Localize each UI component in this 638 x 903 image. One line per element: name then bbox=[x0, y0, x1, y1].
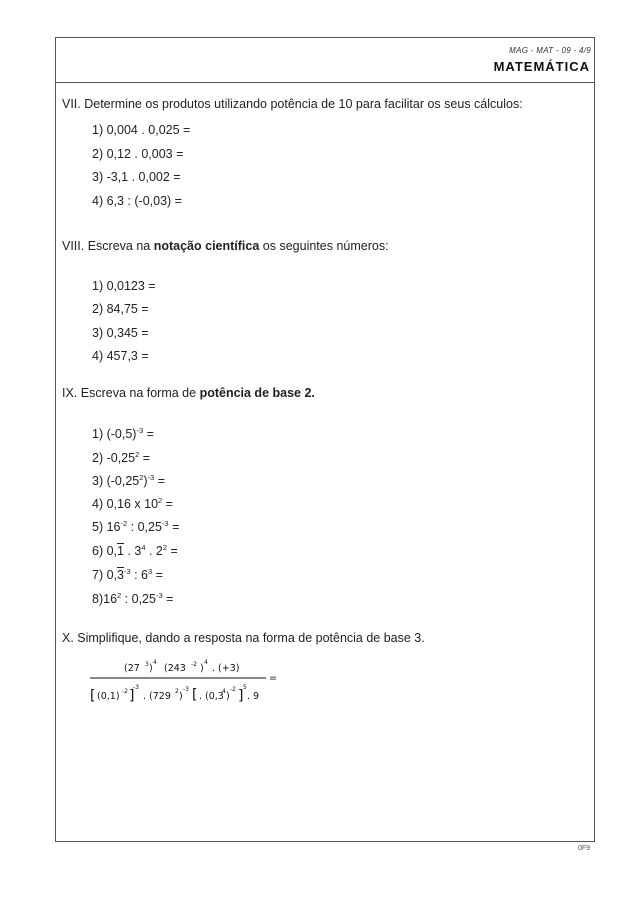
formula-den-1: (0,1) bbox=[97, 691, 120, 702]
header-code: MAG - MAT - 09 - 4/9 bbox=[509, 46, 591, 55]
question-7-prompt: VII. Determine os produtos utilizando potência de 10 para facilitar os seus cálculos: bbox=[62, 97, 523, 111]
q8-item-4: 4) 457,3 = bbox=[92, 349, 149, 363]
formula-den-2-exp: 2 bbox=[175, 688, 179, 695]
q9-item-6: 6) 0,1 . $3^4$ . $2^2$ = bbox=[92, 542, 178, 558]
formula-den-4: . 9 bbox=[247, 691, 260, 702]
q8-item-2: 2) 84,75 = bbox=[92, 302, 149, 316]
header-title: MATEMÁTICA bbox=[493, 59, 590, 74]
formula-den-1-exp: -2 bbox=[122, 688, 128, 695]
formula-den-2: . (729 bbox=[143, 691, 171, 702]
q9-item-2: 2) $-0,25^2$ = bbox=[92, 449, 151, 465]
q7-item-1: 1) 0,004 . 0,025 = bbox=[92, 123, 191, 137]
formula-graphic bbox=[88, 656, 278, 714]
formula-num-2-outer-exp: 4 bbox=[204, 659, 208, 666]
q9-item-3: 3) $(-0,25^2)^{-3}$ = bbox=[92, 472, 166, 488]
formula-den-1-outer-exp: -3 bbox=[133, 684, 139, 691]
svg-text:): ) bbox=[179, 691, 183, 702]
q9-item-4: 4) 0,16 x $10^2$ = bbox=[92, 495, 173, 511]
header-divider bbox=[55, 82, 595, 83]
formula-num-2-exp: -2 bbox=[191, 661, 197, 668]
formula-num-1-outer-exp: 4 bbox=[153, 659, 157, 666]
svg-text:): ) bbox=[149, 663, 153, 674]
formula-den-3-lead: [ bbox=[192, 687, 198, 703]
formula-den-3-inner-exp: -2 bbox=[230, 686, 236, 693]
formula-equals: = bbox=[269, 673, 277, 684]
footer-code: 0F9 bbox=[577, 845, 590, 852]
svg-text:): ) bbox=[226, 691, 230, 702]
svg-text:]: ] bbox=[129, 688, 135, 704]
q7-item-3: 3) -3,1 . 0,002 = bbox=[92, 170, 181, 184]
formula-den-3: . (0,3 bbox=[199, 691, 224, 702]
question-9-prompt: IX. Escreva na forma de potência de base 2. bbox=[62, 386, 315, 400]
q7-item-4: 4) 6,3 : (-0,03) = bbox=[92, 194, 182, 208]
svg-text:): ) bbox=[200, 663, 204, 674]
q9-item-8: $8)16^2$ : $0,25^{-3}$ = bbox=[92, 590, 174, 606]
formula-num-1: (27 bbox=[124, 663, 140, 674]
q9-item-1: 1) $(-0,5)^{-3}$ = bbox=[92, 425, 154, 441]
formula-num-3: . (+3) bbox=[212, 663, 240, 674]
simplification-formula bbox=[88, 656, 278, 714]
q8-item-3: 3) 0,345 = bbox=[92, 326, 149, 340]
q8-item-1: 1) 0,0123 = bbox=[92, 279, 156, 293]
q7-item-2: 2) 0,12 . 0,003 = bbox=[92, 147, 184, 161]
question-8-prompt: VIII. Escreva na notação científica os seguintes números: bbox=[62, 239, 389, 253]
formula-den-2-outer-exp: -3 bbox=[183, 686, 189, 693]
formula-den-3-exp: 4 bbox=[222, 688, 226, 695]
svg-text:]: ] bbox=[238, 688, 244, 704]
svg-text:[: [ bbox=[90, 688, 96, 704]
q9-item-7: 7) $0,3^{-3}$ : $6^3$ = bbox=[92, 566, 163, 582]
formula-num-2: (243 bbox=[164, 663, 186, 674]
formula-num-1-exp: 3 bbox=[145, 661, 149, 668]
q9-item-5: 5) $16^{-2}$ : $0,25^{-3}$ = bbox=[92, 518, 180, 534]
formula-den-3-outer-exp: 5 bbox=[243, 684, 247, 691]
question-10-prompt: X. Simplifique, dando a resposta na forma de potência de base 3. bbox=[62, 631, 425, 645]
